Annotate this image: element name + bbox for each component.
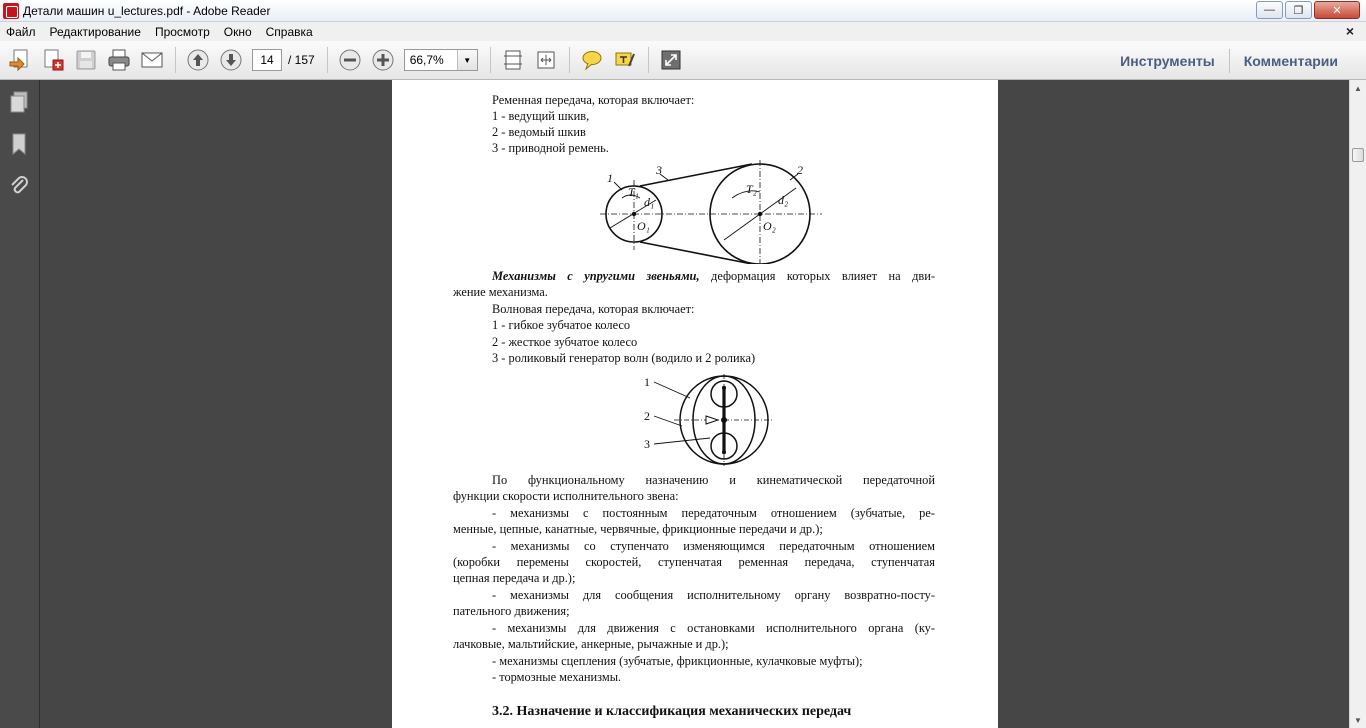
highlight-icon[interactable] (611, 46, 639, 74)
fit-width-icon[interactable] (532, 46, 560, 74)
save-copy-icon[interactable] (39, 46, 67, 74)
toolbar-separator (648, 47, 649, 73)
paragraph-line: - механизмы с постоянным передаточным отношением (зубчатые, ре- (492, 506, 935, 520)
fig1-label-o2: O₂ (763, 219, 776, 233)
menu-window[interactable]: Окно (223, 24, 252, 39)
fullscreen-icon[interactable] (657, 46, 685, 74)
page-total: / 157 (288, 53, 315, 67)
window-title: Детали машин u_lectures.pdf - Adobe Reader (23, 3, 271, 18)
save-icon[interactable] (72, 46, 100, 74)
email-icon[interactable] (138, 46, 166, 74)
list-item: 2 - жесткое зубчатое колесо (492, 335, 638, 349)
list-item: - механизмы сцепления (зубчатые, фрикционные, кулачковые муфты); (492, 654, 863, 668)
fig2-label-1: 1 (644, 375, 650, 389)
list-item: 1 - гибкое зубчатое колесо (492, 318, 631, 332)
text-line: жение механизма. (453, 285, 548, 299)
page-number-input[interactable]: 14 (252, 49, 282, 71)
text-line: функции скорости исполнительного звена: (453, 489, 679, 503)
toolbar-separator (175, 47, 176, 73)
fig1-label-3: 3 (656, 163, 662, 177)
zoom-select[interactable] (404, 49, 478, 71)
window-controls (1256, 1, 1360, 19)
list-item: 3 - приводной ремень. (492, 141, 609, 155)
zoom-in-icon[interactable] (369, 46, 397, 74)
attachments-icon[interactable] (8, 174, 30, 198)
wave-gear-figure (644, 374, 784, 466)
close-document-icon[interactable]: × (1345, 23, 1354, 39)
list-item: - тормозные механизмы. (492, 670, 622, 684)
bookmarks-icon[interactable] (8, 132, 30, 156)
paragraph-line: По функциональному назначению и кинематической передаточной (492, 473, 935, 487)
zoom-value[interactable]: 66,7% (409, 53, 444, 67)
toolbar-panels (1106, 41, 1352, 80)
fig1-label-d1: d₁ (644, 195, 655, 209)
toolbar-separator (569, 47, 570, 73)
chevron-down-icon[interactable]: ▼ (457, 50, 477, 70)
pages-icon[interactable] (8, 90, 30, 114)
maximize-button[interactable]: ❐ (1285, 1, 1312, 19)
prev-page-icon[interactable] (184, 46, 212, 74)
create-pdf-icon[interactable] (6, 46, 34, 74)
scroll-down-icon[interactable]: ▼ (1354, 715, 1362, 725)
print-icon[interactable] (105, 46, 133, 74)
text-line: пательного движения; (453, 604, 570, 618)
adobe-reader-icon (3, 3, 19, 19)
navigation-pane (0, 80, 40, 728)
close-button[interactable]: ✕ (1314, 1, 1360, 19)
menu-bar (0, 22, 1366, 41)
menu-edit[interactable]: Редактирование (49, 24, 141, 39)
title-bar (0, 0, 1366, 22)
document-area[interactable] (40, 80, 1349, 728)
toolbar-separator (490, 47, 491, 73)
list-item: 2 - ведомый шкив (492, 125, 586, 139)
comment-icon[interactable] (578, 46, 606, 74)
fig2-label-2: 2 (644, 409, 650, 423)
fit-page-icon[interactable] (499, 46, 527, 74)
emphasis-text: Механизмы с упругими звеньями, (492, 269, 700, 283)
list-item: 1 - ведущий шкив, (492, 109, 590, 123)
text-line: менные, цепные, канатные, червячные, фрикционные передачи и др.); (453, 522, 823, 536)
paragraph-line: Механизмы с упругими звеньями, деформация которых влияет на дви- (492, 269, 935, 283)
paragraph-line: - механизмы со ступенчато изменяющимся передаточным отношением (492, 539, 935, 553)
text-line: цепная передача и др.); (453, 571, 576, 585)
fig1-label-t2: T₂ (746, 182, 757, 196)
toolbar (0, 41, 1366, 80)
list-item: 3 - роликовый генератор волн (водило и 2 ролика) (492, 351, 756, 365)
menu-view[interactable]: Просмотр (154, 24, 210, 39)
section-heading: 3.2. Назначение и классификация механических передач (492, 704, 852, 719)
scroll-up-icon[interactable]: ▲ (1354, 83, 1362, 93)
paragraph-line: - механизмы для сообщения исполнительному органу возвратно-посту- (492, 588, 935, 602)
minimize-button[interactable]: — (1256, 1, 1283, 19)
fig1-label-t1: T₁ (628, 185, 639, 199)
menu-file[interactable]: Файл (6, 24, 36, 39)
tools-pane-button[interactable]: Инструменты (1120, 52, 1215, 69)
text-line: лачковые, мальтийские, анкерные, рычажные и др.); (453, 637, 729, 651)
text-line: Волновая передача, которая включает: (492, 302, 695, 316)
scroll-thumb[interactable] (1352, 148, 1364, 162)
fig1-label-2: 2 (797, 163, 803, 177)
menu-help[interactable]: Справка (265, 24, 313, 39)
fig1-label-o1: O₁ (637, 219, 650, 233)
fig1-label-1: 1 (607, 171, 613, 185)
vertical-scrollbar[interactable] (1349, 80, 1366, 728)
toolbar-separator (327, 47, 328, 73)
belt-drive-figure (600, 160, 830, 264)
fig1-label-d2: d₂ (778, 193, 789, 207)
next-page-icon[interactable] (217, 46, 245, 74)
comments-pane-button[interactable]: Комментарии (1243, 52, 1338, 69)
fig2-label-3: 3 (644, 437, 650, 451)
paragraph-line: - механизмы для движения с остановками исполнительного органа (ку- (492, 621, 935, 635)
pdf-page (392, 80, 998, 728)
paragraph-line: (коробки перемены скоростей, ступенчатая ременная передача, ступенчатая (453, 555, 935, 569)
zoom-out-icon[interactable] (336, 46, 364, 74)
text-line: Ременная передача, которая включает: (492, 93, 695, 107)
